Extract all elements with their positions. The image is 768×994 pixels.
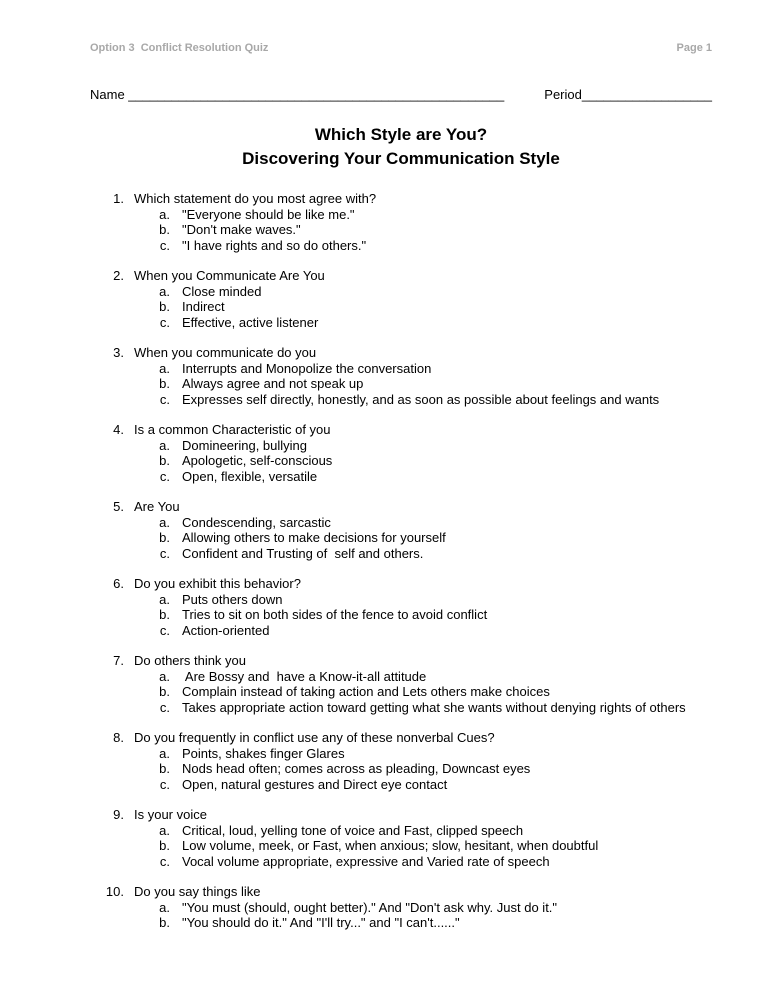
question-text: When you Communicate Are You [134, 268, 325, 283]
question-number: 2. [113, 268, 124, 283]
option-letter: b. [159, 838, 170, 853]
answer-option [90, 238, 768, 254]
option-letter: c. [159, 622, 170, 638]
option-letter: a. [159, 745, 170, 761]
question-text: Is your voice [134, 807, 207, 822]
quiz-title-line1: Which Style are You? [314, 125, 488, 144]
option-text: Always agree and not speak up [182, 376, 364, 391]
answer-option [90, 900, 768, 916]
option-text: Open, flexible, versatile [182, 468, 318, 484]
option-letter: b. [159, 376, 170, 391]
answer-option [90, 299, 768, 315]
option-letter: a. [159, 437, 170, 453]
question-text: Are You [134, 499, 180, 514]
option-text: Open, natural gestures and Direct eye contact [182, 776, 448, 792]
option-text: Allowing others to make decisions for yourself [182, 530, 446, 545]
question-header [90, 730, 768, 746]
question-header [90, 807, 768, 823]
question-number: 10. [105, 884, 124, 899]
option-text: Domineering, bullying [182, 437, 308, 453]
answer-option [90, 361, 768, 377]
quiz-title-line2: Discovering Your Communication Style [242, 149, 560, 168]
question-text: When you communicate do you [134, 345, 317, 360]
answer-option [90, 546, 768, 562]
option-text: Action-oriented [182, 622, 270, 638]
answer-option [90, 592, 768, 608]
period-label: Period [544, 87, 582, 102]
period-group [544, 87, 712, 103]
option-text: Expresses self directly, honestly, and as soon as possible about feelings and wants [182, 391, 660, 407]
page-header [0, 0, 768, 54]
question-header [90, 884, 768, 900]
answer-option [90, 607, 768, 623]
question-header [90, 576, 768, 592]
option-letter: b. [159, 530, 170, 545]
name-period-row [0, 87, 768, 103]
option-text: Apologetic, self-conscious [182, 453, 333, 468]
answer-option [90, 207, 768, 223]
answer-option [90, 438, 768, 454]
question-number: 3. [113, 345, 124, 360]
question-text: Do others think you [134, 653, 247, 668]
question-text: Is a common Characteristic of you [134, 422, 331, 437]
option-text: Points, shakes finger Glares [182, 745, 345, 761]
answer-option [90, 515, 768, 531]
question [90, 191, 768, 253]
option-letter: b. [159, 607, 170, 622]
question-header [90, 422, 768, 438]
option-letter: b. [159, 453, 170, 468]
answer-option [90, 684, 768, 700]
question-number: 7. [113, 653, 124, 668]
option-letter: c. [159, 468, 170, 484]
option-text: Condescending, sarcastic [182, 514, 331, 530]
question [90, 422, 768, 484]
question-number: 5. [113, 499, 124, 514]
name-label: Name [90, 87, 129, 102]
question [90, 499, 768, 561]
option-text: "You must (should, ought better)." And "Don't ask why. Just do it." [182, 899, 558, 915]
option-text: Confident and Trusting of self and others. [182, 545, 424, 561]
option-letter: c. [159, 853, 170, 869]
option-letter: c. [159, 545, 170, 561]
name-group [90, 87, 504, 103]
question-header [90, 345, 768, 361]
answer-option [90, 838, 768, 854]
option-text: Tries to sit on both sides of the fence to avoid conflict [182, 607, 488, 622]
option-letter: c. [159, 391, 170, 407]
option-text: Indirect [182, 299, 225, 314]
question [90, 576, 768, 638]
option-letter: a. [159, 591, 170, 607]
question [90, 653, 768, 715]
option-text: Complain instead of taking action and Lets others make choices [182, 684, 550, 699]
period-blank: __________________ [581, 87, 712, 102]
option-text: Puts others down [182, 591, 283, 607]
question-number: 9. [113, 807, 124, 822]
option-letter: c. [159, 314, 170, 330]
page-number: Page 1 [676, 42, 712, 54]
option-letter: b. [159, 684, 170, 699]
question-number: 6. [113, 576, 124, 591]
option-text: Takes appropriate action toward getting what she wants without denying rights of others [182, 699, 686, 715]
option-letter: a. [159, 899, 170, 915]
question-text: Do you exhibit this behavior? [134, 576, 301, 591]
name-blank: ____________________________________________________ [128, 87, 505, 102]
answer-option [90, 453, 768, 469]
answer-option [90, 623, 768, 639]
answer-option [90, 376, 768, 392]
question-number: 4. [113, 422, 124, 437]
question [90, 884, 768, 931]
answer-option [90, 669, 768, 685]
option-text: Close minded [182, 283, 262, 299]
option-letter: b. [159, 915, 170, 930]
option-letter: a. [159, 668, 170, 684]
answer-option [90, 284, 768, 300]
option-letter: b. [159, 299, 170, 314]
question-number: 1. [113, 191, 124, 206]
answer-option [90, 823, 768, 839]
option-text: Effective, active listener [182, 314, 319, 330]
option-text: Are Bossy and have a Know-it-all attitude [182, 668, 427, 684]
option-text: Vocal volume appropriate, expressive and Varied rate of speech [182, 853, 550, 869]
option-letter: c. [159, 699, 170, 715]
option-text: "You should do it." And "I'll try..." and "I can't......" [182, 915, 460, 930]
option-letter: b. [159, 761, 170, 776]
answer-option [90, 222, 768, 238]
option-text: Nods head often; comes across as pleading, Downcast eyes [182, 761, 531, 776]
option-text: "Everyone should be like me." [182, 206, 355, 222]
option-letter: a. [159, 283, 170, 299]
question [90, 807, 768, 869]
question-text: Do you say things like [134, 884, 261, 899]
answer-option [90, 392, 768, 408]
question-header [90, 268, 768, 284]
option-text: Interrupts and Monopolize the conversation [182, 360, 432, 376]
question [90, 268, 768, 330]
option-letter: c. [159, 776, 170, 792]
answer-option [90, 530, 768, 546]
quiz-title [0, 123, 768, 171]
answer-option [90, 915, 768, 931]
question [90, 345, 768, 407]
header-title: Option 3 Conflict Resolution Quiz [90, 42, 269, 54]
question-header [90, 653, 768, 669]
answer-option [90, 315, 768, 331]
question [90, 730, 768, 792]
option-letter: c. [159, 237, 170, 253]
answer-option [90, 854, 768, 870]
option-text: Critical, loud, yelling tone of voice and Fast, clipped speech [182, 822, 524, 838]
answer-option [90, 469, 768, 485]
answer-option [90, 777, 768, 793]
option-letter: a. [159, 360, 170, 376]
answer-option [90, 746, 768, 762]
option-text: "Don't make waves." [182, 222, 301, 237]
answer-option [90, 700, 768, 716]
question-header [90, 499, 768, 515]
option-letter: a. [159, 514, 170, 530]
question-header [90, 191, 768, 207]
option-letter: b. [159, 222, 170, 237]
questions-list [0, 191, 768, 931]
option-letter: a. [159, 822, 170, 838]
question-text: Which statement do you most agree with? [134, 191, 377, 206]
option-text: "I have rights and so do others." [182, 237, 367, 253]
question-number: 8. [113, 730, 124, 745]
option-letter: a. [159, 206, 170, 222]
question-text: Do you frequently in conflict use any of these nonverbal Cues? [134, 730, 495, 745]
answer-option [90, 761, 768, 777]
option-text: Low volume, meek, or Fast, when anxious; slow, hesitant, when doubtful [182, 838, 599, 853]
